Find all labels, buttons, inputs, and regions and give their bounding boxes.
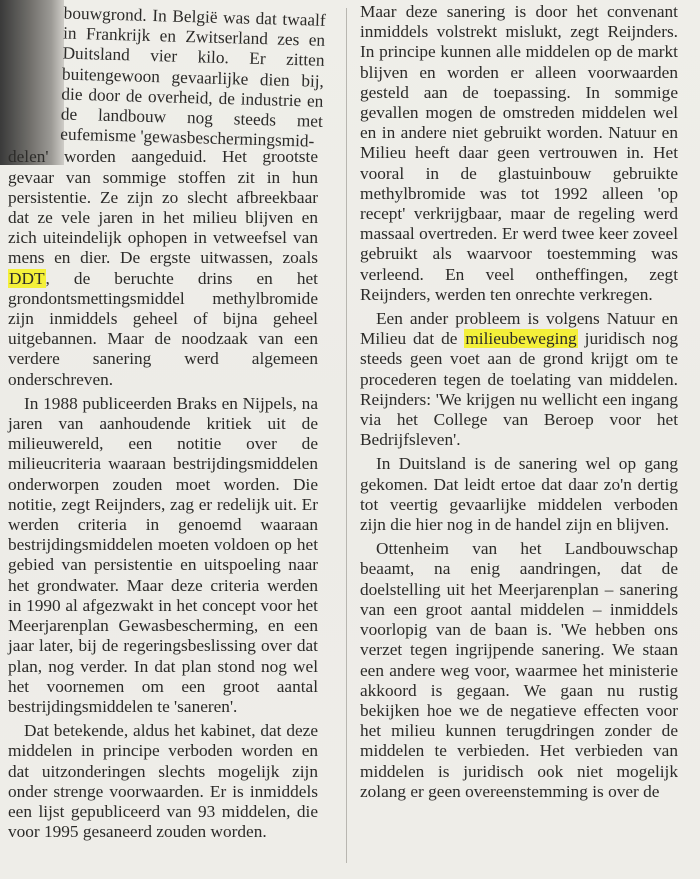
column-divider [346, 8, 347, 863]
left-paragraph-3: Dat betekende, aldus het kabinet, dat deze middelen in principe verboden worden en dat uitzonderingen slechts mogelijk zijn onder strenge voorwaarden. Er is inmiddels een lijst gepubliceerd van 93 middelen, die voor 1995 gesaneerd zouden worden. [8, 721, 318, 842]
right-paragraph-3: In Duitsland is de sanering wel op gang gekomen. Dat leidt ertoe dat daar zo'n dertig tot veertig gevaarlijke middelen verboden zijn die hier nog in de handel zijn en blijven. [360, 454, 678, 535]
left-paragraph-1 [8, 147, 318, 389]
right-paragraph-2-start: Een ander probleem is volgens Natuur en Milieu dat de [360, 309, 678, 349]
left-column [8, 2, 326, 842]
highlight-milieubeweging: milieubeweging [465, 329, 577, 349]
left-paragraph-1-end: , de beruchte drins en het grondontsmettingsmiddel methylbromide zijn inmiddels geheel of bijna geheel uitgebannen. Maar de noodzaak van een verdere sanering werd algemeen onderschreven. [8, 268, 318, 389]
left-paragraph-2: In 1988 publiceerden Braks en Nijpels, na jaren van aanhoudende kritiek uit de milieuwereld, een notitie over de milieucriteria waaraan bestrijdingsmiddelen onderworpen zouden moet worden. Die notitie, zegt Reijnders, zag er redelijk uit. Er werden criteria in genoemd waaraan bestrijdingsmiddelen moeten voldoen op het gebied van persistentie en uitspoeling naar het grondwater. Maar deze criteria werden in 1990 al afgezwakt in het concept voor het Meerjarenplan Gewasbescherming, en een jaar later, bij de regeringsbeslissing over dat plan, nog verder. In dat plan stond nog wel het voornemen om een groot aantal bestrijdingsmiddelen te 'saneren'. [8, 393, 318, 716]
right-paragraph-4: Ottenheim van het Landbouwschap beaamt, na enig aandringen, dat de doelstelling uit het Meerjarenplan – sanering van een groot aantal middelen – inmiddels voorlopig van de baan is. 'We hebben ons verzet tegen ingrijpende sanering. We staan een andere weg voor, waarmee het ministerie akkoord is gegaan. We gaan nu rustig bekijken hoe we de negatieve effecten voor het milieu kunnen terugdringen zonder de middelen te verbieden. Het verbieden van middelen is juridisch ook niet mogelijk zolang er geen overeenstemming is over de [360, 539, 678, 801]
skewed-intro-paragraph [8, 2, 326, 151]
right-paragraph-2 [360, 309, 678, 450]
right-paragraph-1: Maar deze sanering is door het convenant inmiddels volstrekt mislukt, zegt Reijnders. In principe kunnen alle middelen op de markt blijven en worden er alleen voorwaarden gesteld aan de toepassing. In sommige gevallen mogen de omstreden middelen wel en in andere niet gebruikt worden. Natuur en Milieu heeft daar geen vertrouwen in. Het vooral in de glastuinbouw gebruikte methylbromide was tot 1992 alleen 'op recept' verkrijgbaar, maar de regeling werd massaal overtreden. Er werd twee keer zoveel gebruikt als waarvoor toestemming was verleend. En veel ontheffingen, zegt Reijnders, werden ten onrechte verkregen. [360, 2, 678, 304]
highlight-ddt: DDT [9, 268, 45, 288]
right-column [360, 2, 678, 802]
skewed-intro-text: bouwgrond. In België was dat twaalf in Frankrijk en Zwitserland zes en Duitsland vier kilo. Er zitten buitengewoon gevaarlijke dien bij, die door de overheid, de industrie en de landbouw nog steeds met eufemisme 'gewasbeschermingsmid- [60, 3, 326, 151]
right-paragraph-2-end: juridisch nog steeds geen voet aan de grond krijgt om te procederen tegen de toelating van middelen. Reijnders: 'We krijgen nu wellicht een ingang via het College van Beroep voor het Bedrijfsleven'. [360, 329, 678, 450]
left-paragraph-1-text: delen' worden aangeduid. Het grootste gevaar van sommige stoffen zit in hun persistentie. Ze zijn zo slecht afbreekbaar dat ze vele jaren in het milieu blijven en zich uiteindelijk ophopen in vetweefsel van mens en dier. De ergste uitwassen, zoals [8, 147, 318, 268]
